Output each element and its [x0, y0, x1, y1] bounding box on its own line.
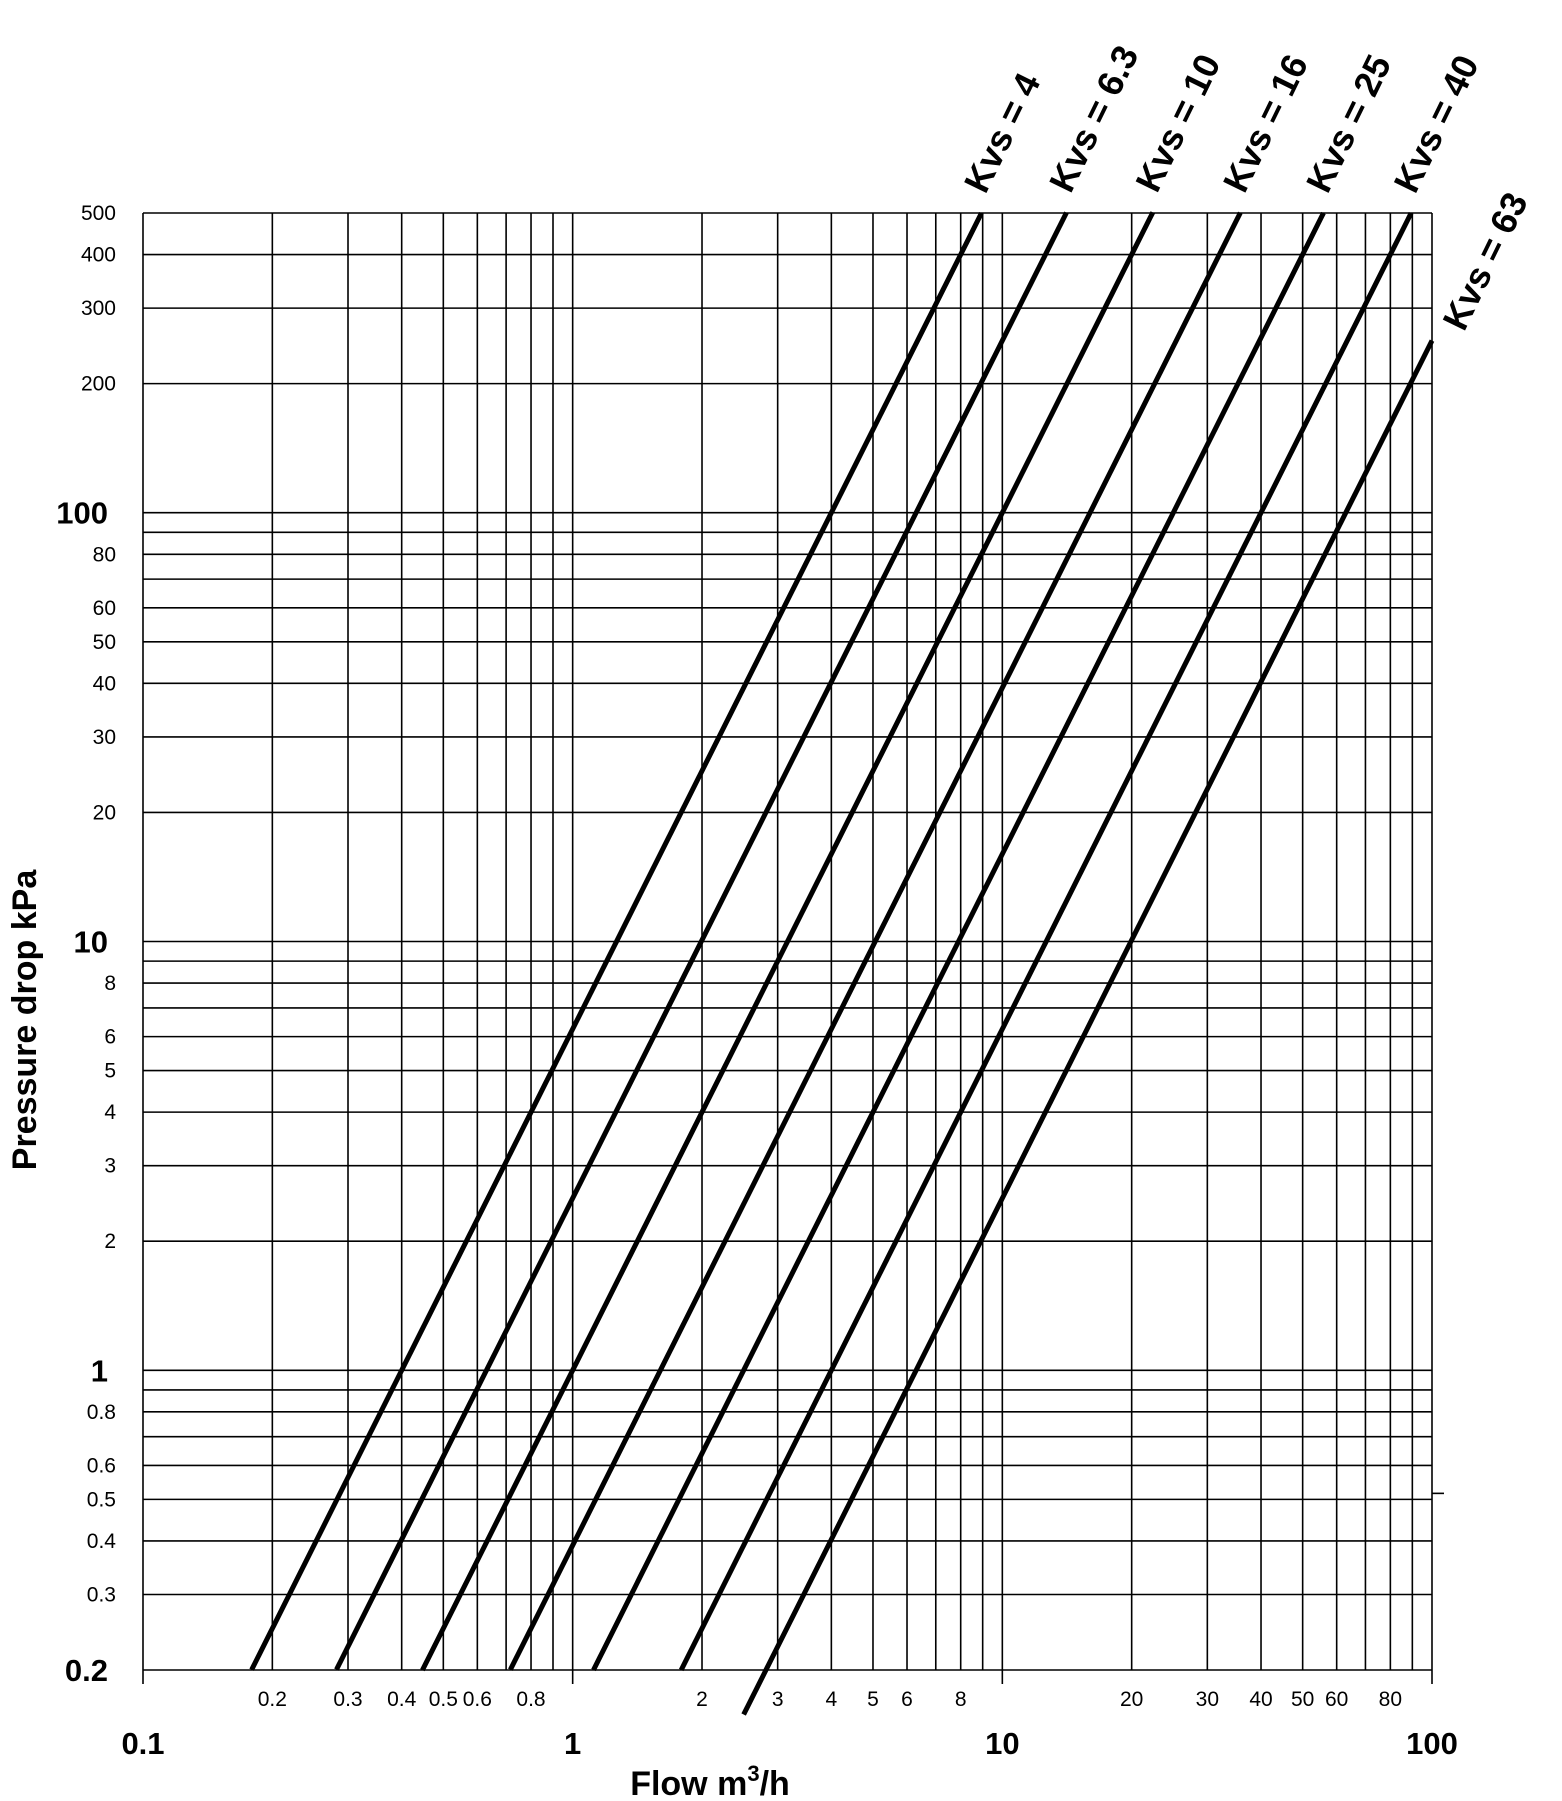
- x-tick-label: 40: [1249, 1688, 1273, 1711]
- x-tick-label: 0.2: [257, 1688, 287, 1711]
- y-tick-label: 30: [92, 725, 116, 749]
- series-labels: [956, 39, 1536, 336]
- y-tick-label: 500: [80, 202, 116, 225]
- series-label-kvs-10: Kvs = 10: [1127, 47, 1229, 198]
- x-tick-label: 6: [901, 1688, 913, 1711]
- x-tick-label: 50: [1290, 1688, 1315, 1711]
- y-decade-tick-label: 10: [73, 924, 108, 960]
- x-tick-label: 0.5: [428, 1688, 458, 1711]
- x-axis-title-superscript: 3: [747, 1761, 760, 1786]
- series-line-kvs-63: [744, 341, 1432, 1715]
- x-tick-label: 30: [1195, 1688, 1220, 1711]
- x-decade-tick-label: 0.1: [121, 1726, 165, 1761]
- x-tick-label: 2: [696, 1688, 708, 1711]
- y-decade-tick-label: 1: [90, 1353, 108, 1389]
- y-tick-label: 3: [104, 1154, 116, 1178]
- y-tick-label: 60: [92, 596, 116, 620]
- y-tick-label: 6: [104, 1025, 116, 1049]
- y-tick-label: 5: [104, 1059, 116, 1083]
- x-axis-title-suffix: /h: [759, 1765, 790, 1801]
- grid: [143, 213, 1444, 1684]
- x-tick-label: 20: [1119, 1688, 1144, 1711]
- y-axis-ticks: [56, 202, 116, 1688]
- x-axis-title: [630, 1761, 790, 1801]
- x-tick-label: 60: [1324, 1688, 1349, 1711]
- y-tick-label: 50: [92, 630, 116, 654]
- x-tick-label: 0.4: [387, 1688, 417, 1711]
- y-tick-label: 0.6: [86, 1454, 116, 1478]
- y-tick-label: 200: [80, 372, 116, 396]
- y-tick-label: 40: [92, 672, 116, 696]
- x-decade-tick-label: 100: [1406, 1726, 1458, 1761]
- y-tick-label: 2: [104, 1230, 116, 1254]
- series-label-kvs-40: Kvs = 40: [1385, 48, 1487, 199]
- y-decade-tick-label: 0.2: [64, 1653, 108, 1688]
- series-label-kvs-4: Kvs = 4: [955, 66, 1049, 199]
- y-tick-label: 80: [92, 543, 116, 567]
- y-tick-label: 0.4: [86, 1529, 116, 1553]
- series-label-kvs-16: Kvs = 16: [1214, 48, 1317, 199]
- x-tick-label: 80: [1378, 1688, 1403, 1711]
- x-tick-label: 4: [825, 1688, 838, 1711]
- x-axis-title-main: Flow m: [630, 1765, 748, 1801]
- x-tick-label: 8: [954, 1688, 967, 1711]
- kvs-series-lines: [252, 212, 1432, 1714]
- x-tick-label: 5: [867, 1688, 879, 1711]
- x-decade-tick-label: 10: [985, 1726, 1020, 1761]
- y-axis-title: Pressure drop kPa: [6, 869, 44, 1171]
- x-axis-ticks: [121, 1688, 1457, 1761]
- x-decade-tick-label: 1: [564, 1726, 582, 1761]
- x-tick-label: 0.3: [333, 1688, 363, 1711]
- x-tick-label: 3: [771, 1688, 784, 1711]
- y-tick-label: 4: [104, 1101, 116, 1125]
- series-label-kvs-63: Kvs = 63: [1434, 185, 1536, 337]
- series-label-kvs-6-3: Kvs = 6.3: [1040, 38, 1147, 199]
- x-tick-label: 0.6: [462, 1688, 492, 1711]
- y-tick-label: 8: [104, 972, 116, 996]
- x-tick-label: 0.8: [516, 1688, 546, 1711]
- y-tick-label: 0.8: [86, 1400, 116, 1424]
- y-tick-label: 400: [80, 243, 116, 267]
- y-tick-label: 0.5: [86, 1488, 116, 1512]
- y-tick-label: 0.3: [86, 1583, 116, 1607]
- y-tick-label: 300: [80, 297, 116, 321]
- y-decade-tick-label: 100: [56, 495, 108, 531]
- y-tick-label: 20: [92, 801, 116, 825]
- series-label-kvs-25: Kvs = 25: [1297, 48, 1400, 199]
